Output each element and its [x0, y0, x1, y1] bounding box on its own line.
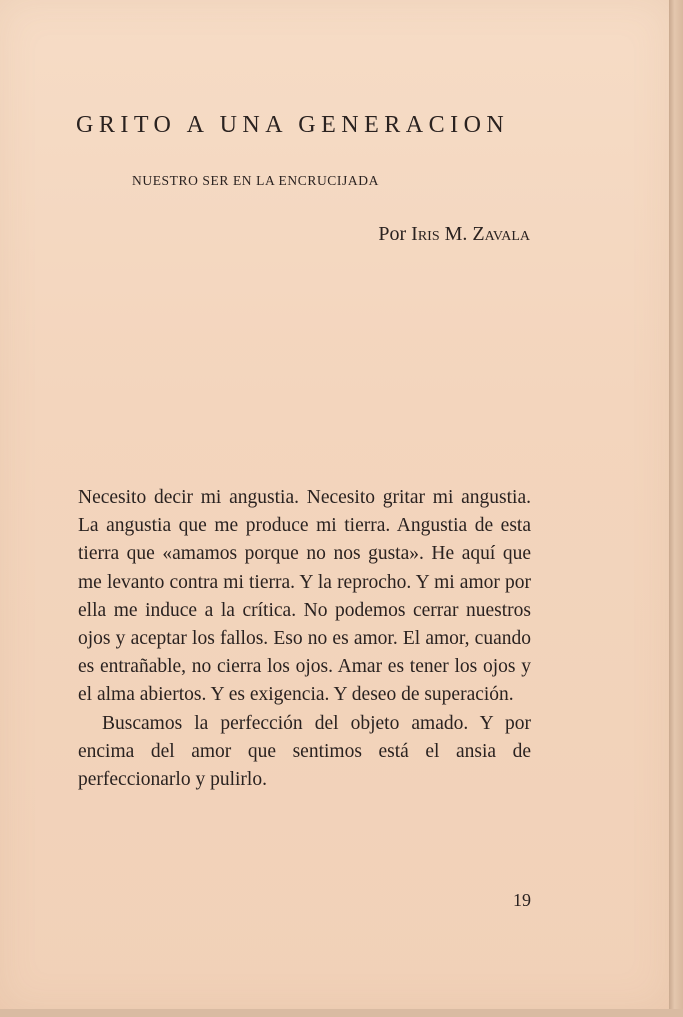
page-number: 19: [513, 890, 531, 910]
page-edge-bottom: [0, 1009, 683, 1017]
author-byline: [378, 223, 530, 246]
paragraph-1: Necesito decir mi angustia. Necesito gritar mi angustia. La angustia que me produce mi tierra. Angustia de esta tierra que «amamos porque no nos gusta». He aquí que me levanto contra mi tierra. Y la reprocho. Y mi amor por ella me induce a la crítica. No podemos cerrar nuestros ojos y aceptar los fallos. Eso no es amor. El amor, cuando es entrañable, no cierra los ojos. Amar es tener los ojos y el alma abiertos. Y es exigencia. Y deseo de superación.: [78, 487, 531, 706]
byline-prefix: Por: [378, 223, 407, 245]
body-text: [78, 484, 531, 794]
page-edge-right: [669, 0, 683, 1017]
article-title: GRITO A UNA GENERACION: [76, 112, 510, 138]
author-name: Iris M. Zavala: [411, 223, 530, 245]
paragraph-2: Buscamos la perfección del objeto amado. Y por encima del amor que sentimos está el ansia de perfeccionarlo y pulirlo.: [78, 712, 531, 791]
article-subtitle: NUESTRO SER EN LA ENCRUCIJADA: [132, 173, 379, 188]
